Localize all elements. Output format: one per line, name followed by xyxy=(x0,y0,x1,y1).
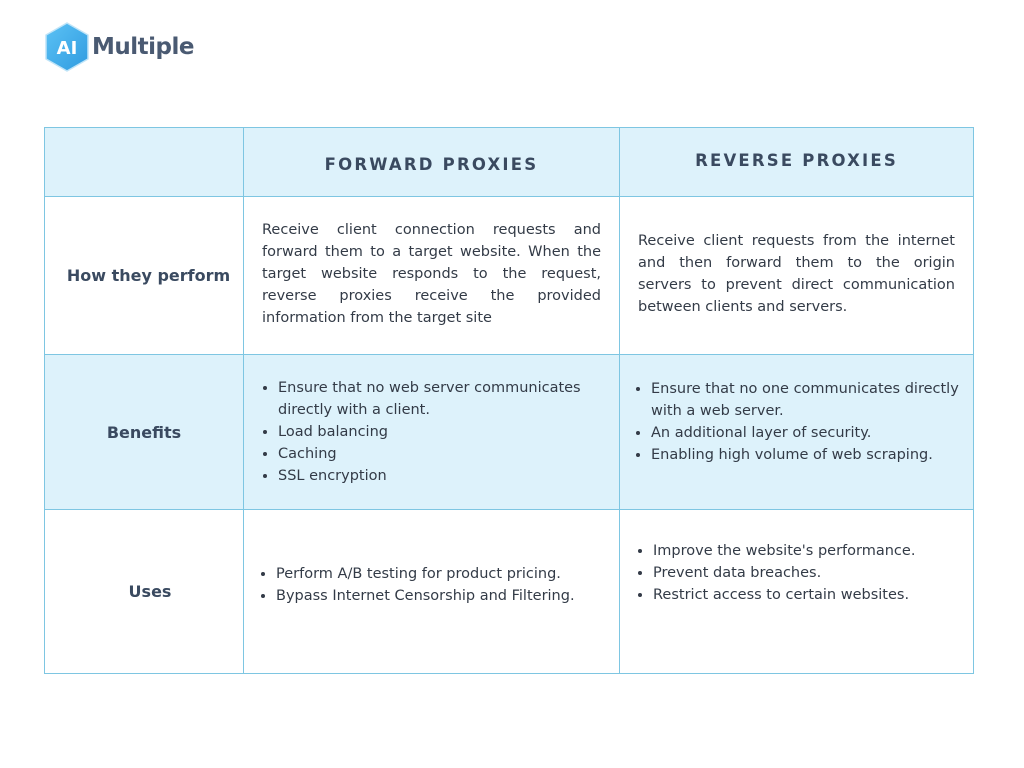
reverse-benefits-list xyxy=(620,378,973,486)
logo-hexagon-icon xyxy=(44,22,90,72)
row-label-how-they-perform: How they perform xyxy=(45,197,244,355)
cell-reverse-benefits xyxy=(620,355,974,510)
logo-wordmark: Multiple xyxy=(92,34,194,60)
reverse-how-text: Receive client requests from the internet and then forward them to the origin servers to prevent direct communication between clients and servers. xyxy=(638,232,955,315)
list-item: • Improve the website's performance. xyxy=(653,540,973,562)
reverse-uses-list xyxy=(620,540,973,644)
header-forward-proxies: FORWARD PROXIES xyxy=(244,128,620,197)
forward-benefits-list xyxy=(244,377,619,487)
logo-mark: AI xyxy=(56,38,78,59)
list-item: • Ensure that no one communicates directly with a web server. xyxy=(651,378,965,422)
list-item: • Bypass Internet Censorship and Filtering. xyxy=(276,585,619,607)
comparison-table xyxy=(44,127,974,674)
cell-forward-uses xyxy=(244,510,620,674)
cell-forward-how xyxy=(244,197,620,355)
list-item: • An additional layer of security. xyxy=(651,422,965,444)
cell-forward-benefits xyxy=(244,355,620,510)
list-item: • Enabling high volume of web scraping. xyxy=(651,444,965,466)
list-item: • SSL encryption xyxy=(278,465,609,487)
list-item: • Prevent data breaches. xyxy=(653,562,973,584)
list-item: • Caching xyxy=(278,443,609,465)
forward-uses-list xyxy=(244,563,619,621)
header-reverse-proxies: REVERSE PROXIES xyxy=(620,128,974,197)
list-item: • Restrict access to certain websites. xyxy=(653,584,973,606)
list-item: • Ensure that no web server communicates directly with a client. xyxy=(278,377,609,421)
aimultiple-logo[interactable] xyxy=(44,22,194,72)
header-empty-cell xyxy=(45,128,244,197)
table-row-benefits xyxy=(45,355,974,510)
table-row-uses xyxy=(45,510,974,674)
row-label-benefits: Benefits xyxy=(45,355,244,510)
list-item: • Perform A/B testing for product pricing. xyxy=(276,563,619,585)
header-row xyxy=(45,128,974,197)
table-row-how-they-perform xyxy=(45,197,974,355)
forward-how-text: Receive client connection requests and forward them to a target website. When the target website responds to the request, reverse proxies receive the provided information from the target site xyxy=(262,221,601,326)
row-label-uses: Uses xyxy=(45,510,244,674)
cell-reverse-how xyxy=(620,197,974,355)
list-item: • Load balancing xyxy=(278,421,609,443)
cell-reverse-uses xyxy=(620,510,974,674)
